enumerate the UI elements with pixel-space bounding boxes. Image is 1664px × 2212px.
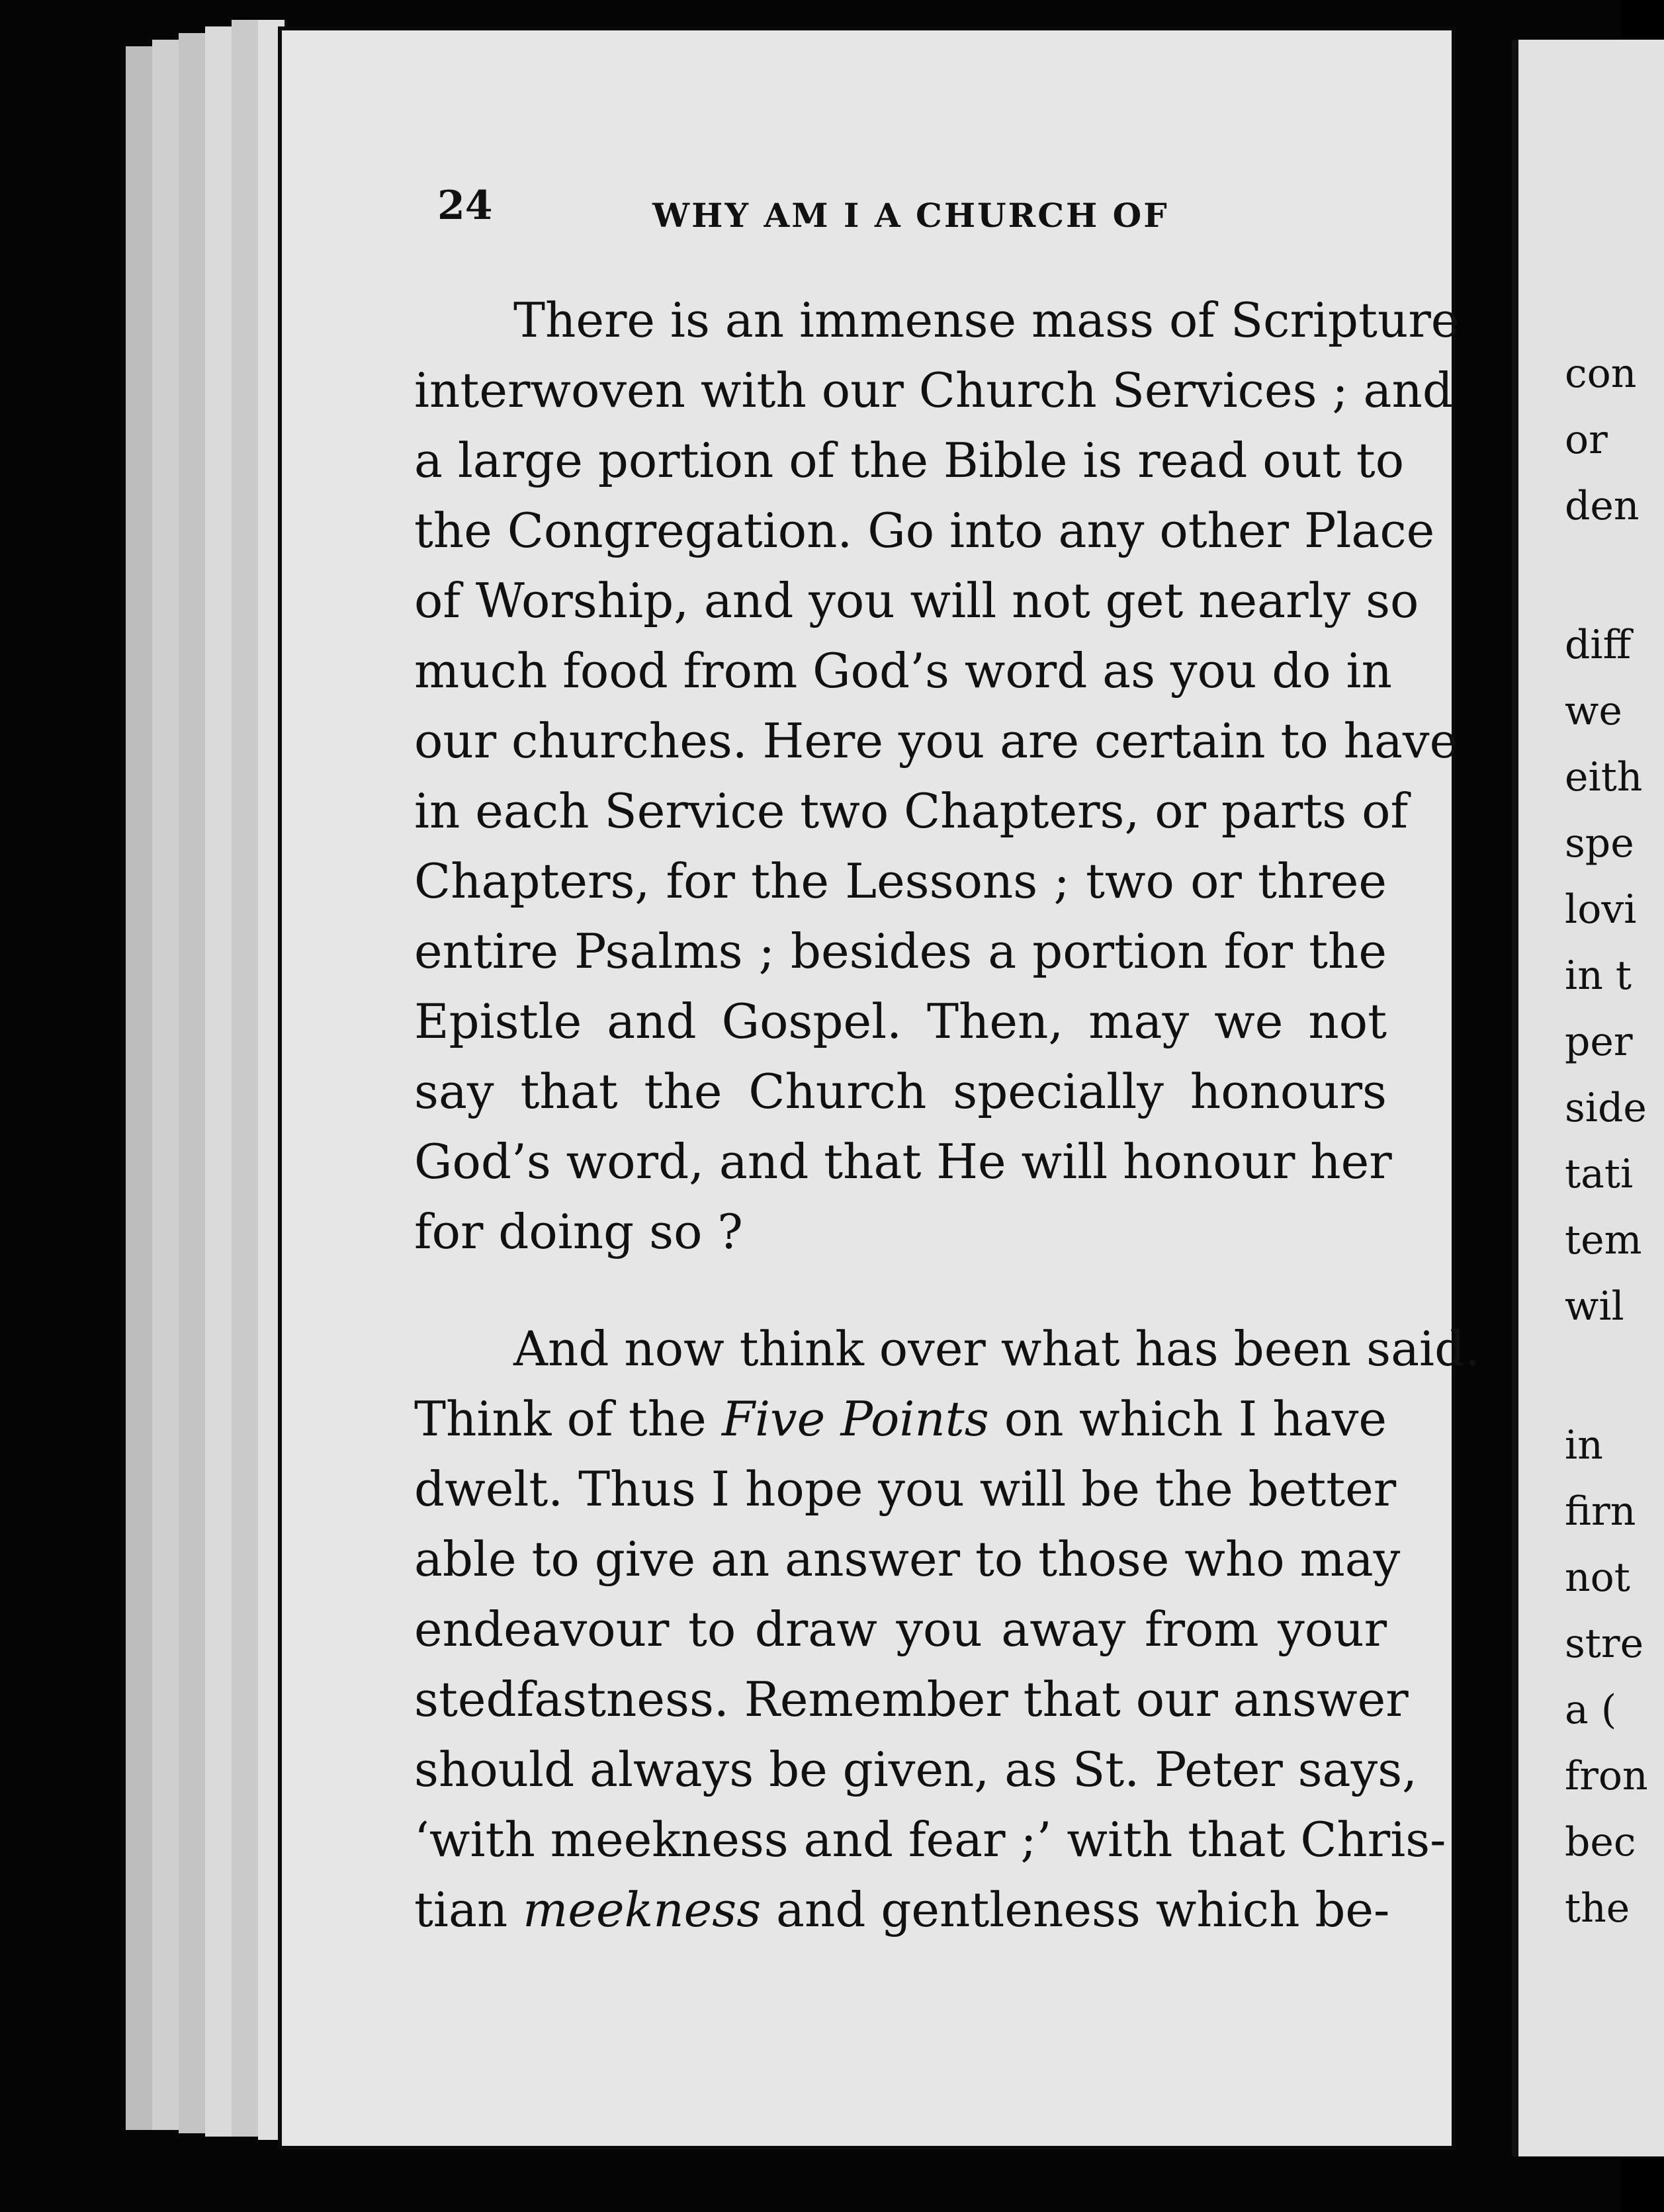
text-line: endeavour to draw you away from your [414, 1601, 1387, 1657]
page-edge [232, 20, 261, 2137]
adjacent-text-fragment: diff [1565, 622, 1632, 668]
text-line: the Congregation. Go into any other Place [414, 503, 1435, 558]
adjacent-text-fragment: not [1565, 1554, 1630, 1601]
text-run: tian [414, 1882, 523, 1937]
running-head: WHY AM I A CHURCH OF [652, 196, 1169, 235]
book-page [278, 26, 1481, 2150]
adjacent-text-fragment: stre [1565, 1621, 1644, 1667]
adjacent-text-fragment: in [1565, 1422, 1603, 1468]
adjacent-text-fragment: firn [1565, 1488, 1636, 1535]
text-line: our churches. Here you are certain to have [414, 713, 1458, 769]
italic-text: Five Points [722, 1391, 989, 1447]
adjacent-text-fragment: eith [1565, 754, 1643, 800]
text-run: on which I have [988, 1391, 1387, 1447]
paragraph-2 [414, 1314, 1481, 1945]
text-line: should always be given, as St. Peter says, [414, 1742, 1418, 1797]
adjacent-text-fragment: in t [1565, 953, 1632, 999]
page-edge [152, 40, 181, 2130]
page-number: 24 [437, 183, 493, 229]
text-line: Epistle and Gospel. Then, may we not [414, 994, 1387, 1049]
adjacent-text-fragment: wil [1565, 1283, 1624, 1330]
text-run: Think of the [414, 1391, 722, 1447]
page-edge [126, 46, 155, 2130]
text-line: able to give an answer to those who may [414, 1531, 1401, 1587]
text-line: much food from God’s word as you do in [414, 643, 1392, 699]
text-line: ‘with meekness and fear ;’ with that Chris- [414, 1812, 1446, 1867]
adjacent-text-fragment: tem [1565, 1217, 1642, 1263]
page-edge [205, 26, 234, 2137]
adjacent-text-fragment: side [1565, 1085, 1647, 1131]
adjacent-text-fragment: den [1565, 483, 1640, 529]
text-line: There is an immense mass of Scripture [513, 292, 1460, 348]
paragraph-1 [414, 285, 1460, 1267]
text-line: of Worship, and you will not get nearly so [414, 573, 1419, 628]
text-run: and gentleness which be- [761, 1882, 1390, 1937]
adjacent-text-fragment: bec [1565, 1819, 1636, 1865]
text-line: say that the Church specially honours [414, 1064, 1387, 1119]
adjacent-text-fragment: lovi [1565, 886, 1637, 933]
text-line: entire Psalms ; besides a portion for the [414, 923, 1387, 979]
text-line: And now think over what has been said. [513, 1321, 1481, 1377]
adjacent-text-fragment: the [1565, 1885, 1630, 1932]
text-line: for doing so ? [414, 1204, 743, 1259]
text-line: Chapters, for the Lessons ; two or three [414, 853, 1387, 909]
adjacent-text-fragment: tati [1565, 1151, 1634, 1197]
text-line [414, 1384, 1387, 1454]
adjacent-text-fragment: con [1565, 351, 1637, 397]
text-line: interwoven with our Church Services ; and [414, 362, 1453, 418]
adjacent-text-fragment: fron [1565, 1753, 1648, 1799]
adjacent-text-fragment: a ( [1565, 1687, 1617, 1733]
text-line: stedfastness. Remember that our answer [414, 1672, 1409, 1727]
adjacent-text-fragment: or [1565, 417, 1608, 463]
page-edge [179, 33, 208, 2133]
text-line: dwelt. Thus I hope you will be the better [414, 1461, 1397, 1517]
text-line: a large portion of the Bible is read out to [414, 433, 1405, 488]
text-line: in each Service two Chapters, or parts of [414, 783, 1409, 839]
adjacent-page [1512, 40, 1664, 2156]
adjacent-text-fragment: spe [1565, 820, 1634, 867]
adjacent-text-fragment: per [1565, 1019, 1633, 1065]
text-line: God’s word, and that He will honour her [414, 1134, 1392, 1189]
text-line [414, 1875, 1390, 1945]
adjacent-text-fragment: we [1565, 688, 1622, 734]
italic-text: meekness [523, 1882, 762, 1937]
